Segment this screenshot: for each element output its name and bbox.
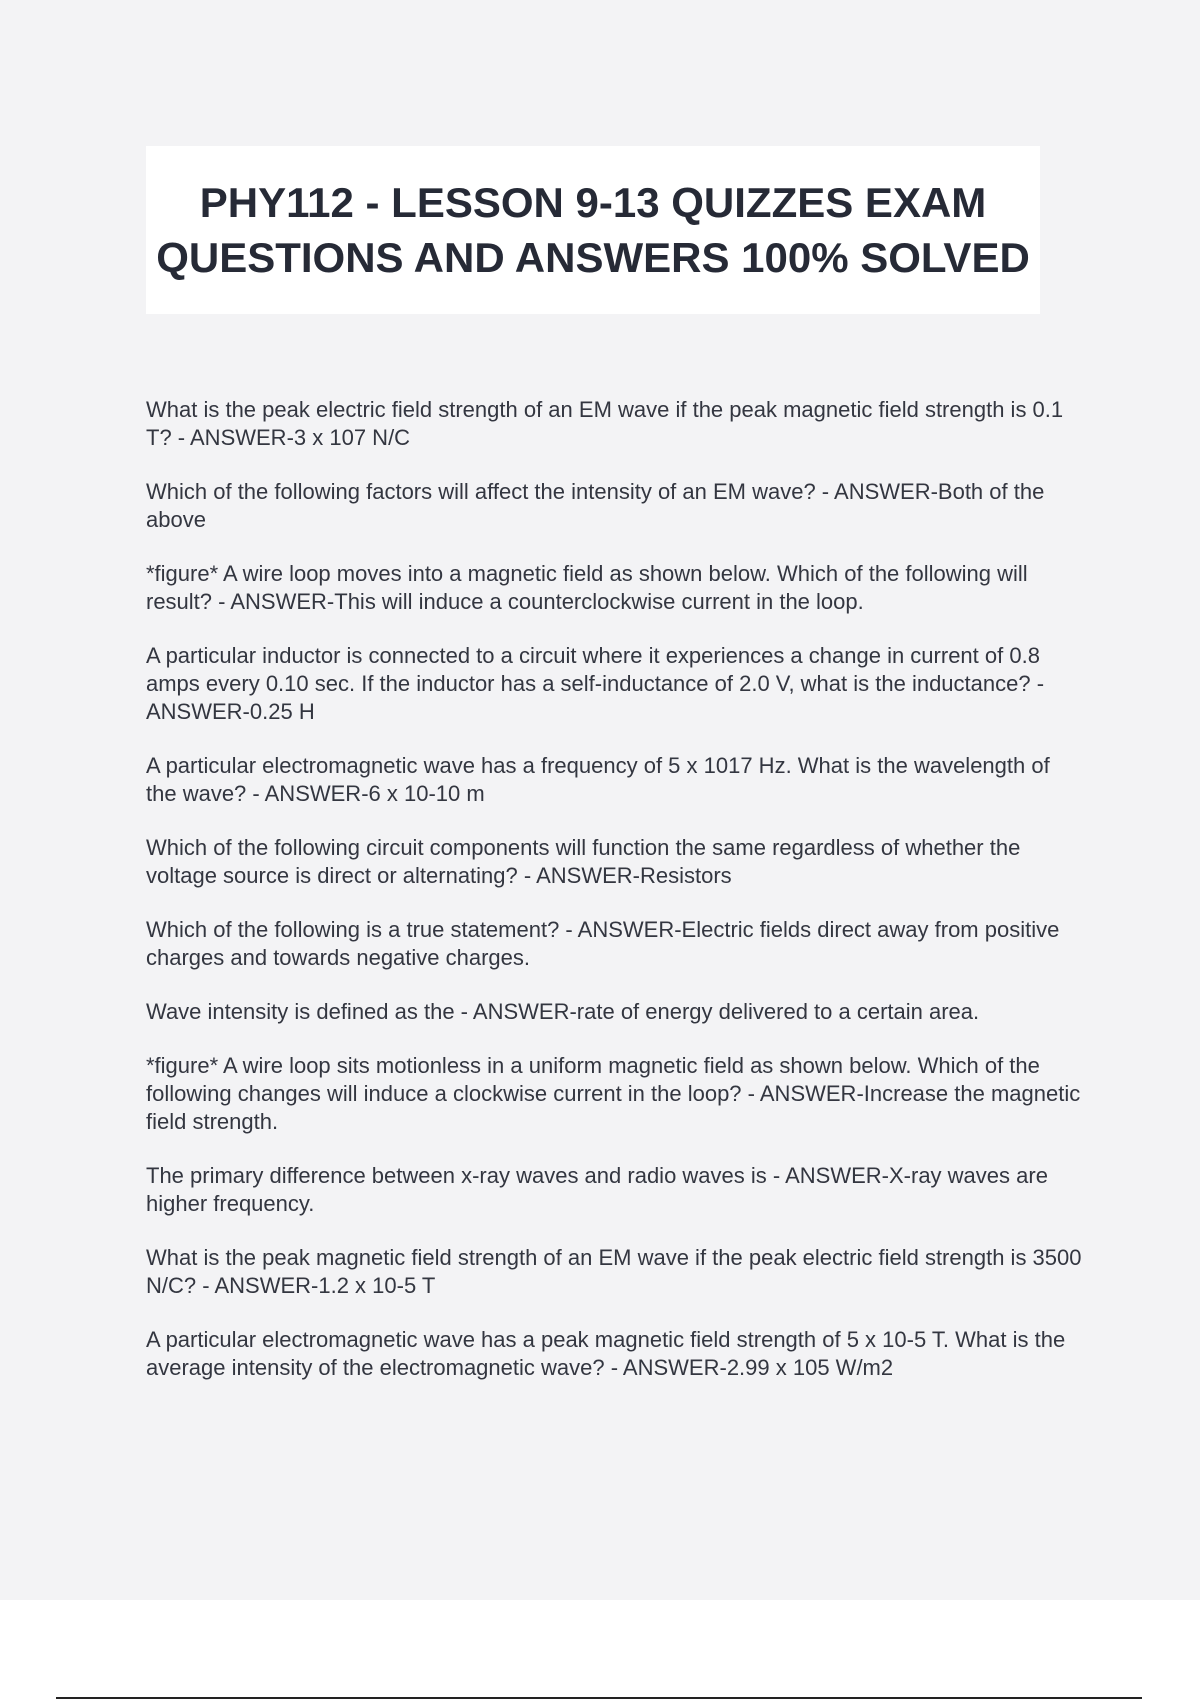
qa-item: A particular inductor is connected to a circuit where it experiences a change in current of 0.8 amps every 0.10 sec. If the inductor has a self-inductance of 2.0 V, what is the inductance? - ANSWER-0.25 H <box>146 643 1045 724</box>
qa-item: Wave intensity is defined as the - ANSWER-rate of energy delivered to a certain area. <box>146 999 980 1024</box>
qa-item: Which of the following factors will affect the intensity of an EM wave? - ANSWER-Both of the above <box>146 479 1045 532</box>
qa-item: What is the peak electric field strength of an EM wave if the peak magnetic field strength is 0.1 T? - ANSWER-3 x 107 N/C <box>146 397 1064 450</box>
qa-item: What is the peak magnetic field strength of an EM wave if the peak electric field strength is 3500 N/C? - ANSWER-1.2 x 10-5 T <box>146 1245 1082 1298</box>
qa-item: *figure* A wire loop sits motionless in a uniform magnetic field as shown below. Which of the following changes will induce a clockwise current in the loop? - ANSWER-Increase the magnetic field strength. <box>146 1053 1081 1134</box>
qa-item: The primary difference between x-ray waves and radio waves is - ANSWER-X-ray waves are higher frequency. <box>146 1163 1048 1216</box>
document-title: PHY112 - LESSON 9-13 QUIZZES EXAM QUESTIONS AND ANSWERS 100% SOLVED <box>156 179 1030 281</box>
qa-item: *figure* A wire loop moves into a magnetic field as shown below. Which of the following will result? - ANSWER-This will induce a counterclockwise current in the loop. <box>146 561 1028 614</box>
qa-item: A particular electromagnetic wave has a frequency of 5 x 1017 Hz. What is the wavelength of the wave? - ANSWER-6 x 10-10 m <box>146 753 1050 806</box>
qa-item: Which of the following circuit components will function the same regardless of whether the voltage source is direct or alternating? - ANSWER-Resistors <box>146 835 1021 888</box>
qa-item: A particular electromagnetic wave has a peak magnetic field strength of 5 x 10-5 T. What is the average intensity of the electromagnetic wave? - ANSWER-2.99 x 105 W/m2 <box>146 1327 1066 1380</box>
page-divider <box>56 1697 1142 1699</box>
qa-list <box>146 396 1086 1408</box>
title-box <box>146 146 1040 314</box>
qa-item: Which of the following is a true statement? - ANSWER-Electric fields direct away from positive charges and towards negative charges. <box>146 917 1060 970</box>
